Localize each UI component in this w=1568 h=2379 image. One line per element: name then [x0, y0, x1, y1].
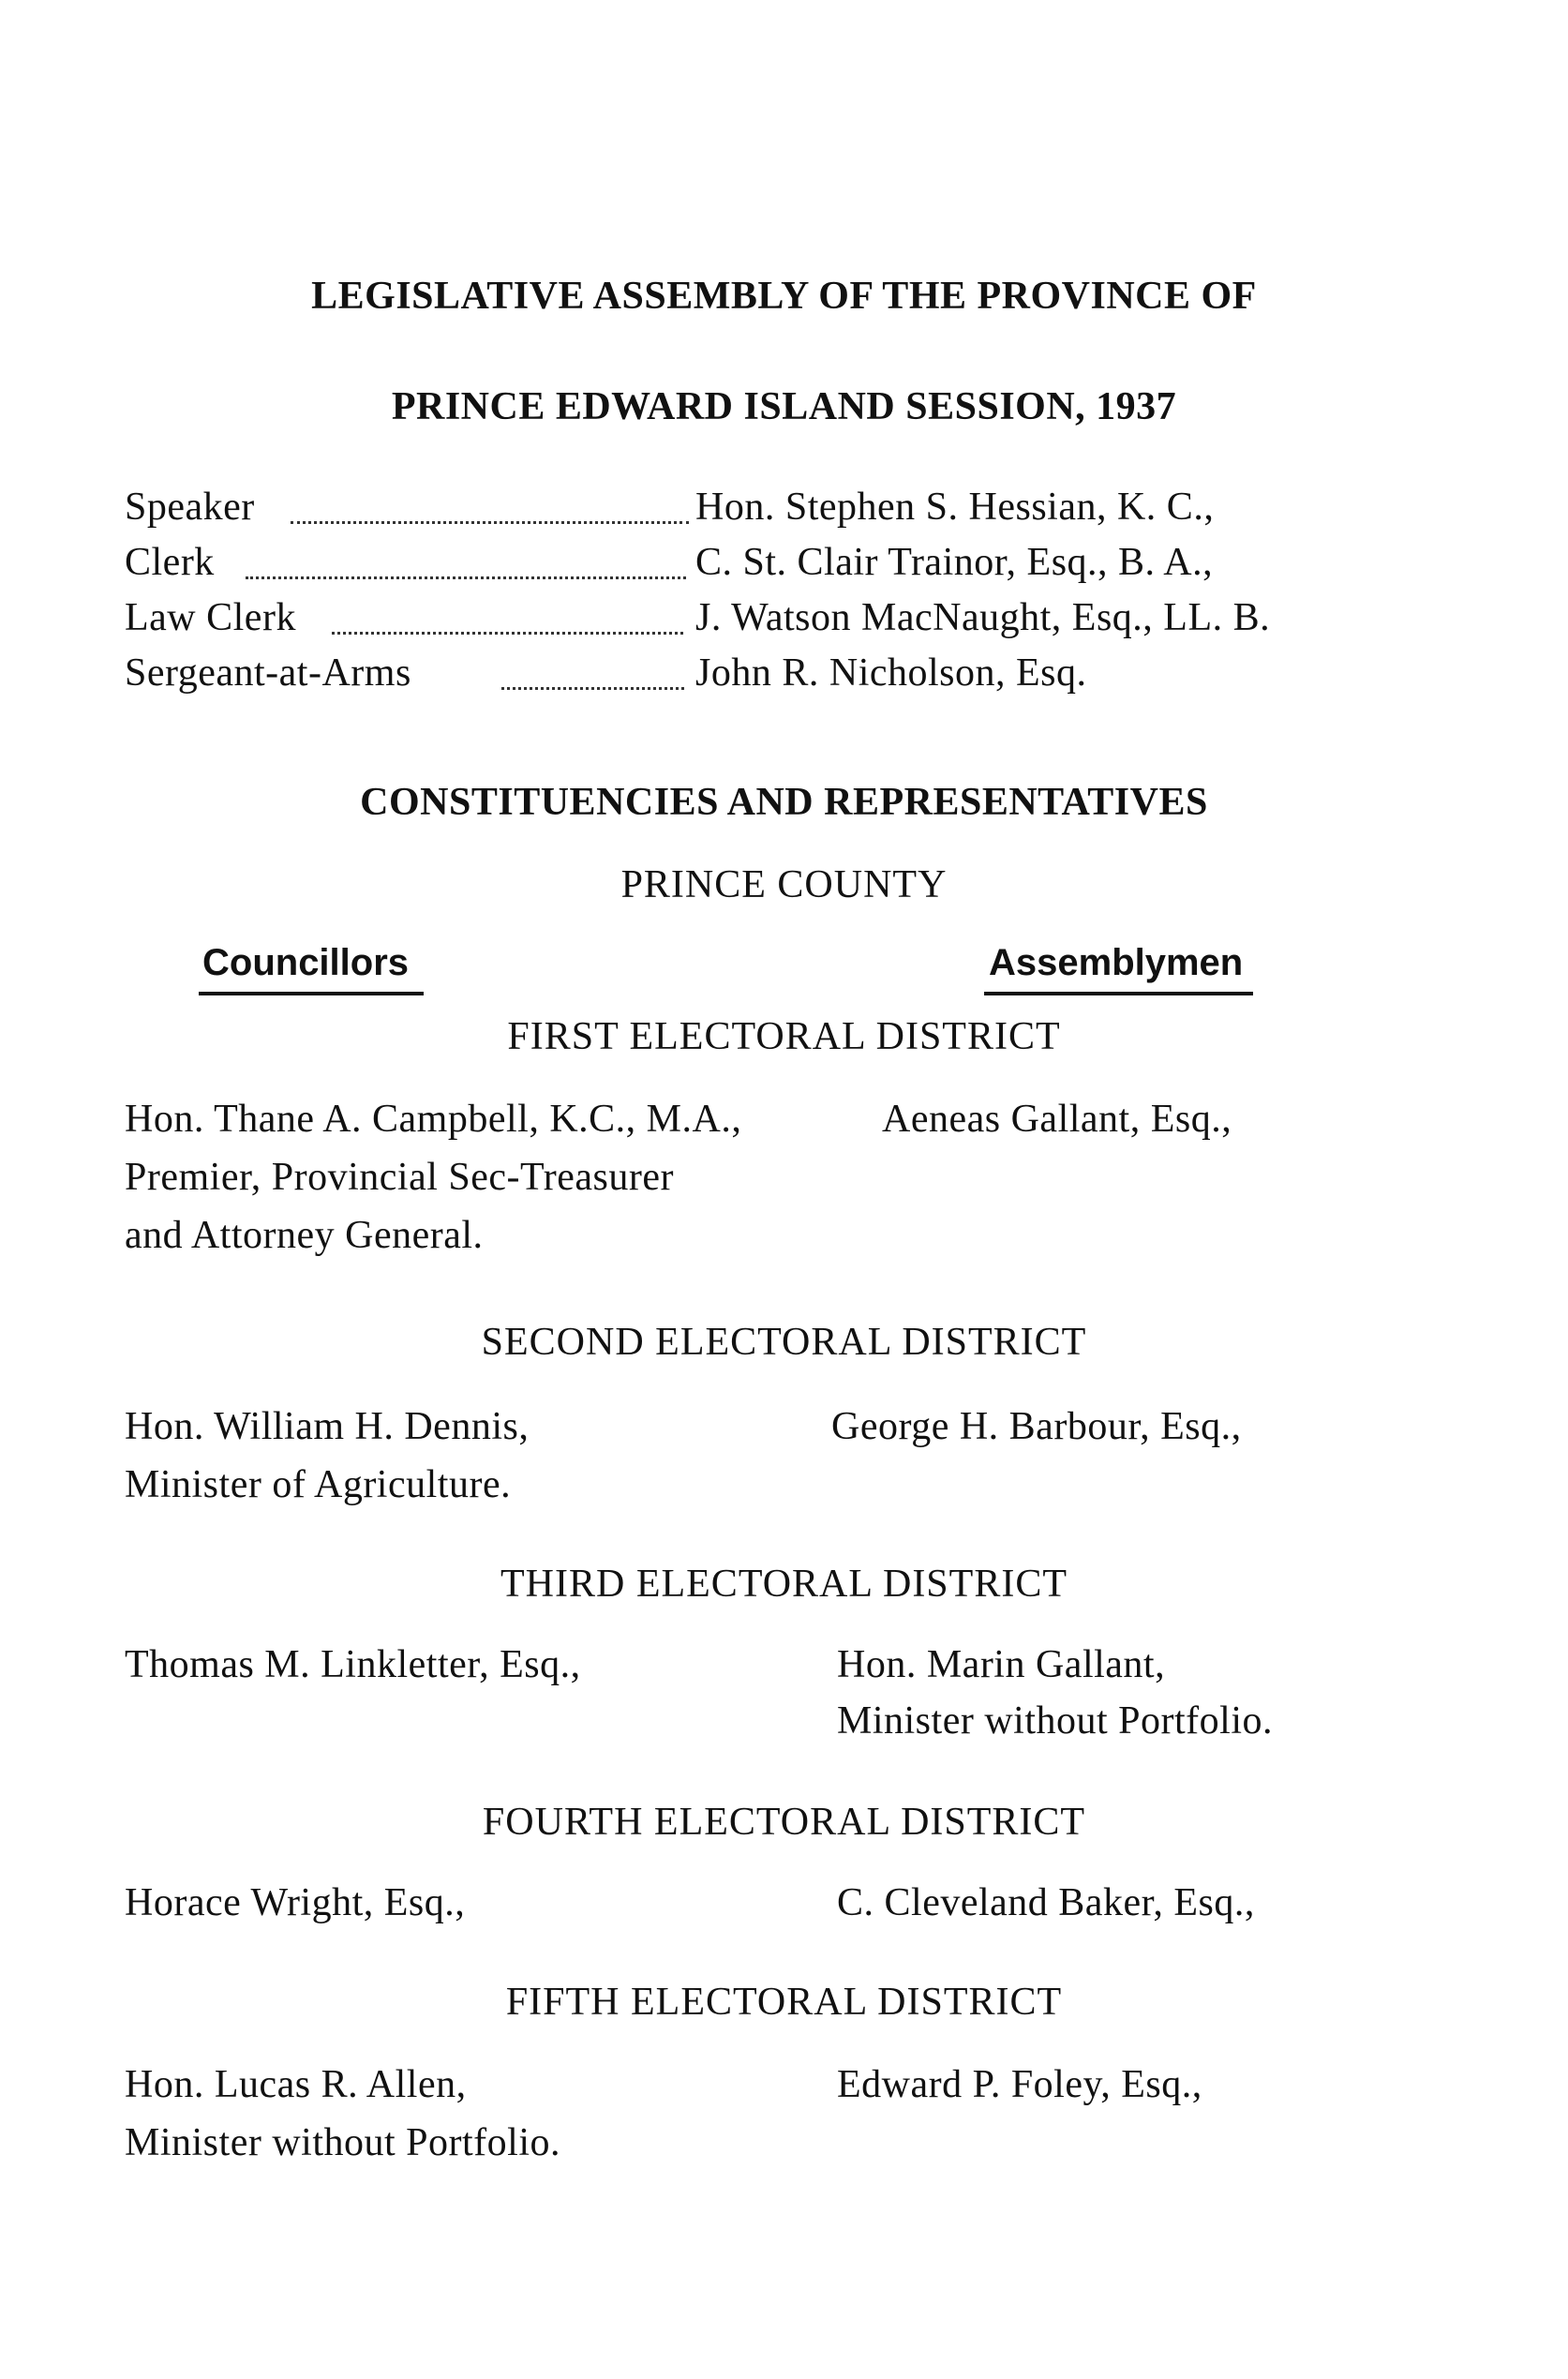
- assemblyman-line: Minister without Portfolio.: [837, 1699, 1273, 1743]
- assemblyman-line: George H. Barbour, Esq.,: [831, 1405, 1242, 1448]
- leader-dots: [246, 576, 686, 579]
- officer-name-clerk-text: C. St. Clair Trainor, Esq., B. A.,: [695, 541, 1214, 584]
- officer-name-law-clerk: J. Watson MacNaught, Esq., LL. B.: [695, 596, 1271, 639]
- section-title: CONSTITUENCIES AND REPRESENTATIVES: [360, 781, 1208, 824]
- leader-dots: [332, 632, 683, 635]
- district-heading-second: SECOND ELECTORAL DISTRICT: [481, 1321, 1087, 1364]
- district-heading-first: FIRST ELECTORAL DISTRICT: [507, 1015, 1061, 1058]
- district-heading-fourth: FOURTH ELECTORAL DISTRICT: [482, 1801, 1086, 1844]
- councillor-line: Premier, Provincial Sec-Treasurer: [125, 1156, 674, 1199]
- officer-name-speaker: Hon. Stephen S. Hessian, K. C.,: [695, 486, 1215, 529]
- councillor-line: Hon. William H. Dennis,: [125, 1405, 530, 1448]
- assemblyman-line: C. Cleveland Baker, Esq.,: [837, 1881, 1255, 1924]
- county-heading: PRINCE COUNTY: [620, 863, 948, 906]
- officer-role-speaker: Speaker: [125, 486, 255, 529]
- councillor-line: Minister without Portfolio.: [125, 2121, 560, 2164]
- column-heading-assemblymen: Assemblymen: [989, 942, 1244, 983]
- district-heading-third: THIRD ELECTORAL DISTRICT: [500, 1563, 1068, 1606]
- officer-role-sergeant-at-arms: Sergeant-at-Arms: [125, 651, 411, 695]
- title-line-1: LEGISLATIVE ASSEMBLY OF THE PROVINCE OF: [311, 275, 1257, 318]
- assemblyman-line: Edward P. Foley, Esq.,: [837, 2063, 1202, 2106]
- assemblyman-line: Hon. Marin Gallant,: [837, 1643, 1166, 1686]
- councillor-line: Minister of Agriculture.: [125, 1463, 512, 1506]
- councillor-line: and Attorney General.: [125, 1214, 484, 1257]
- councillor-line: Horace Wright, Esq.,: [125, 1881, 466, 1924]
- leader-dots: [501, 687, 684, 690]
- underline: [199, 992, 424, 995]
- councillor-line: Thomas M. Linkletter, Esq.,: [125, 1643, 581, 1686]
- underline: [984, 992, 1253, 995]
- officer-role-law-clerk: Law Clerk: [125, 596, 296, 639]
- leader-dots: [291, 521, 689, 524]
- assemblyman-line: Aeneas Gallant, Esq.,: [882, 1098, 1232, 1141]
- district-heading-fifth: FIFTH ELECTORAL DISTRICT: [505, 1981, 1063, 2024]
- column-heading-councillors: Councillors: [202, 942, 410, 983]
- councillor-line: Hon. Thane A. Campbell, K.C., M.A.,: [125, 1098, 742, 1141]
- officer-role-clerk: Clerk: [125, 541, 215, 584]
- title-line-2: PRINCE EDWARD ISLAND SESSION, 1937: [391, 385, 1177, 428]
- councillor-line: Hon. Lucas R. Allen,: [125, 2063, 467, 2106]
- officer-name-sergeant-at-arms: John R. Nicholson, Esq.: [695, 651, 1087, 695]
